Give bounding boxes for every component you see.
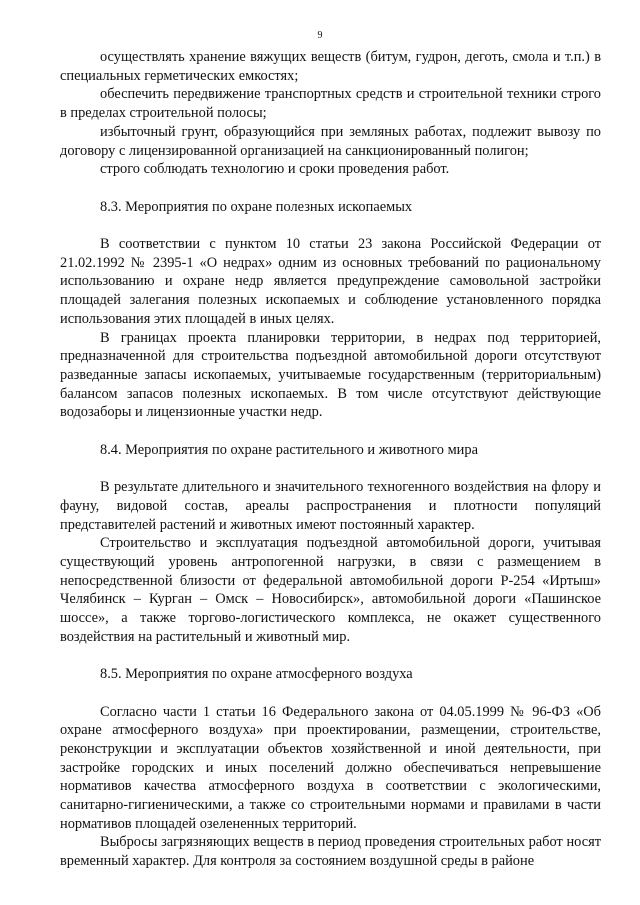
paragraph: В границах проекта планировки территории, в недрах под территорией, предназначенной для строительства подъездной автомобильной дороги отсутствуют разведанные запасы ископаемых, учитываемые государственным (территориальным) балансом запасов полезных ископаемых. В том числе отсутствуют действующие водозаборы и лицензионные участки недр.	[60, 329, 601, 421]
paragraph: избыточный грунт, образующийся при земляных работах, подлежит вывозу по договору с лицензированной организацией на санкционированный полигон;	[60, 123, 601, 159]
paragraph: обеспечить передвижение транспортных средств и строительной техники строго в пределах строительной полосы;	[60, 86, 601, 122]
paragraph: осуществлять хранение вяжущих веществ (битум, гудрон, деготь, смола и т.п.) в специальных герметических емкостях;	[60, 49, 601, 84]
paragraph: Согласно части 1 статьи 16 Федерального закона от 04.05.1999 № 96-ФЗ «Об охране атмосферного воздуха» при проектировании, размещении, строительстве, реконструкции и эксплуатации объектов хозяйственной и иной деятельности, при застройке городских и иных поселений должно обеспечиваться непревышение нормативов качества атмосферного воздуха в соответствии с экологическими, санитарно-гигиеническими, а также со строительными нормами и правилами в части нормативов площадей озелененных территорий.	[60, 703, 601, 832]
section-heading: 8.5. Мероприятия по охране атмосферного воздуха	[100, 666, 413, 683]
spacer	[60, 422, 601, 441]
page-number: 9	[317, 30, 323, 41]
spacer	[60, 646, 601, 665]
paragraph: Строительство и эксплуатация подъездной автомобильной дороги, учитывая существующий уровень антропогенной нагрузки, в связи с размещением в непосредственной близости от федеральной автомобильной дороги Р-254 «Иртыш» Челябинск – Курган – Омск – Новосибирск», автомобильной дороги «Пашинское шоссе», а также торгово-логистического комплекса, не окажет существенного воздействия на растительный и животный мир.	[60, 535, 601, 645]
spacer	[60, 179, 601, 198]
paragraph: строго соблюдать технологию и сроки проведения работ.	[100, 161, 450, 178]
page-content	[60, 48, 601, 871]
paragraph: В соответствии с пунктом 10 статьи 23 закона Российской Федерации от 21.02.1992 № 2395-1 «О недрах» одним из основных требований по рациональному использованию и охране недр является предупреждение самовольной застройки площадей залегания полезных ископаемых и соблюдение установленного порядка использования этих площадей в иных целях.	[60, 236, 601, 327]
spacer	[60, 216, 601, 235]
spacer	[60, 684, 601, 703]
paragraph: В результате длительного и значительного техногенного воздействия на флору и фауну, видовой состав, ареалы распространения и плотности популяций представителей растений и животных имеют постоянный характер.	[60, 479, 601, 533]
section-heading: 8.4. Мероприятия по охране растительного и животного мира	[100, 441, 478, 458]
paragraph: Выбросы загрязняющих веществ в период проведения строительных работ носят временный характер. Для контроля за состоянием воздушной среды в районе	[60, 834, 601, 870]
spacer	[60, 459, 601, 478]
section-heading: 8.3. Мероприятия по охране полезных ископаемых	[100, 198, 413, 215]
